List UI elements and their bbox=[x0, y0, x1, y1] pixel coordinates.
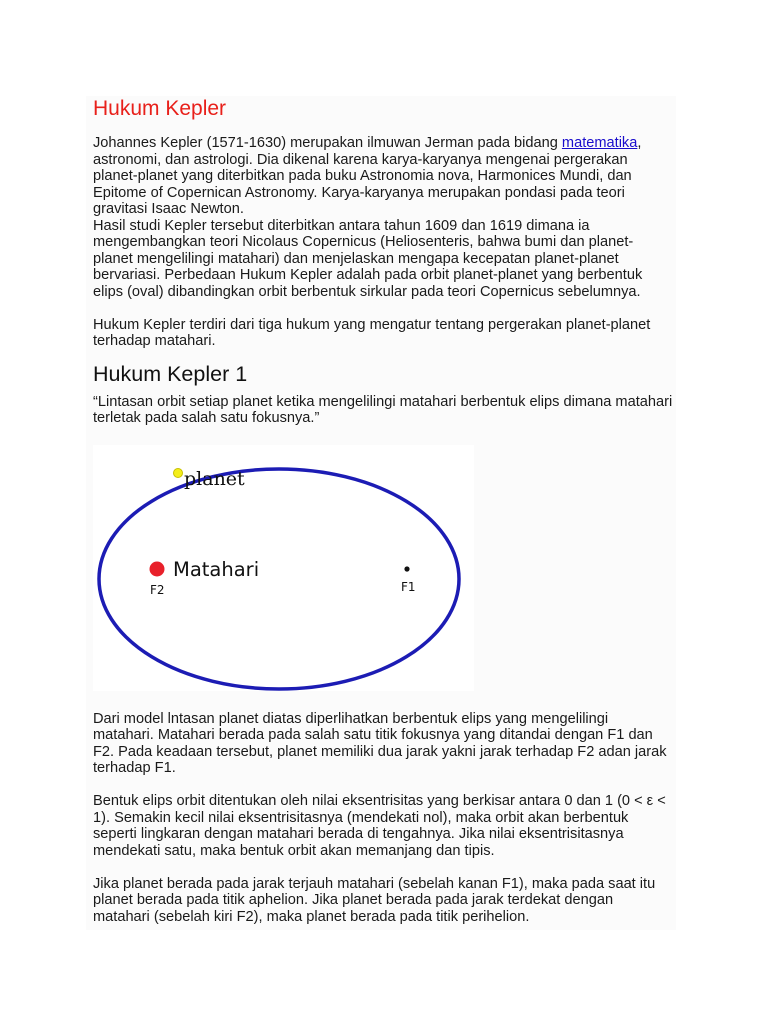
page-title: Hukum Kepler bbox=[93, 97, 227, 120]
matematika-link[interactable]: matematika bbox=[561, 135, 638, 151]
spacer bbox=[93, 427, 673, 445]
sun-marker bbox=[150, 561, 165, 576]
orbit-ellipse bbox=[99, 469, 459, 689]
section-title-kepler-1: Hukum Kepler 1 bbox=[93, 361, 248, 386]
paragraph-aphelion-perihelion: Jika planet berada pada jarak terjauh matahari (sebelah kanan F1), maka pada saat itu planet berada pada titik aphelion. Jika planet berada pada jarak terdekat dengan matahari (sebelah kiri F2), maka planet berada pada titik perihelion. bbox=[93, 875, 656, 925]
intro-text-after-link: , astronomi, dan astrologi. Dia dikenal karena karya-karyanya mengenai pergerakan planet-planet yang diterbitkan pada buku Astronomia nova, Harmonices Mundi, dan Epitome of Copernican Astronomy. Karya-karyanya merupakan pondasi pada teori gravitasi Isaac Newton. bbox=[93, 135, 642, 217]
focus-1-label: F1 bbox=[401, 579, 416, 594]
spacer bbox=[93, 350, 673, 361]
paragraph-eccentricity: Bentuk elips orbit ditentukan oleh nilai eksentrisitas yang berkisar antara 0 dan 1 (0 < ε < 1). Semakin kecil nilai eksentrisitasnya (mendekati nol), maka orbit akan berbentuk seperti lingkaran dengan matahari berada di tengahnya. Jika nilai eksentrisitasnya mendekati satu, maka bentuk orbit akan memanjang dan tipis. bbox=[93, 793, 666, 859]
planet-marker bbox=[174, 468, 183, 477]
paragraph-orbit-model: Dari model lntasan planet diatas diperlihatkan berbentuk elips yang mengelilingi matahari. Matahari berada pada salah satu titik fokusnya yang ditandai dengan F1 dan F2. Pada keadaan tersebut, planet memiliki dua jarak yakni jarak terhadap F2 adan jarak terhadap F1. bbox=[93, 710, 667, 776]
sun-label: Matahari bbox=[173, 557, 260, 581]
planet-label: planet bbox=[184, 467, 245, 490]
spacer bbox=[93, 691, 673, 711]
paragraph-three-laws: Hukum Kepler terdiri dari tiga hukum yang mengatur tentang pergerakan planet-planet terhadap matahari. bbox=[93, 316, 651, 349]
paragraph-publication-history: Hasil studi Kepler tersebut diterbitkan antara tahun 1609 dan 1619 dimana ia mengembangkan teori Nicolaus Copernicus (Heliosenteris, bahwa bumi dan planet-planet mengelilingi matahari) dan menjelaskan mengapa kecepatan planet-planet bervariasi. Perbedaan Hukum Kepler adalah pada orbit planet-planet yang berbentuk elips (oval) dibandingkan orbit berbentuk sirkular pada teori Copernicus sebelumnya. bbox=[93, 217, 643, 300]
kepler-1-quote: “Lintasan orbit setiap planet ketika mengelilingi matahari berbentuk elips dimana matahari terletak pada salah satu fokusnya.” bbox=[93, 393, 673, 426]
spacer bbox=[93, 777, 673, 794]
elliptical-orbit-diagram bbox=[93, 445, 474, 691]
orbit-svg bbox=[93, 445, 474, 691]
focus-1-marker bbox=[404, 566, 409, 571]
spacer bbox=[93, 300, 673, 317]
focus-2-label: F2 bbox=[150, 582, 165, 597]
spacer bbox=[93, 859, 673, 876]
spacer bbox=[93, 123, 673, 135]
intro-text-before-link: Johannes Kepler (1571-1630) merupakan ilmuwan Jerman pada bidang bbox=[93, 135, 562, 151]
article-content bbox=[93, 96, 673, 925]
intro-paragraph bbox=[93, 135, 673, 218]
spacer bbox=[93, 387, 673, 394]
